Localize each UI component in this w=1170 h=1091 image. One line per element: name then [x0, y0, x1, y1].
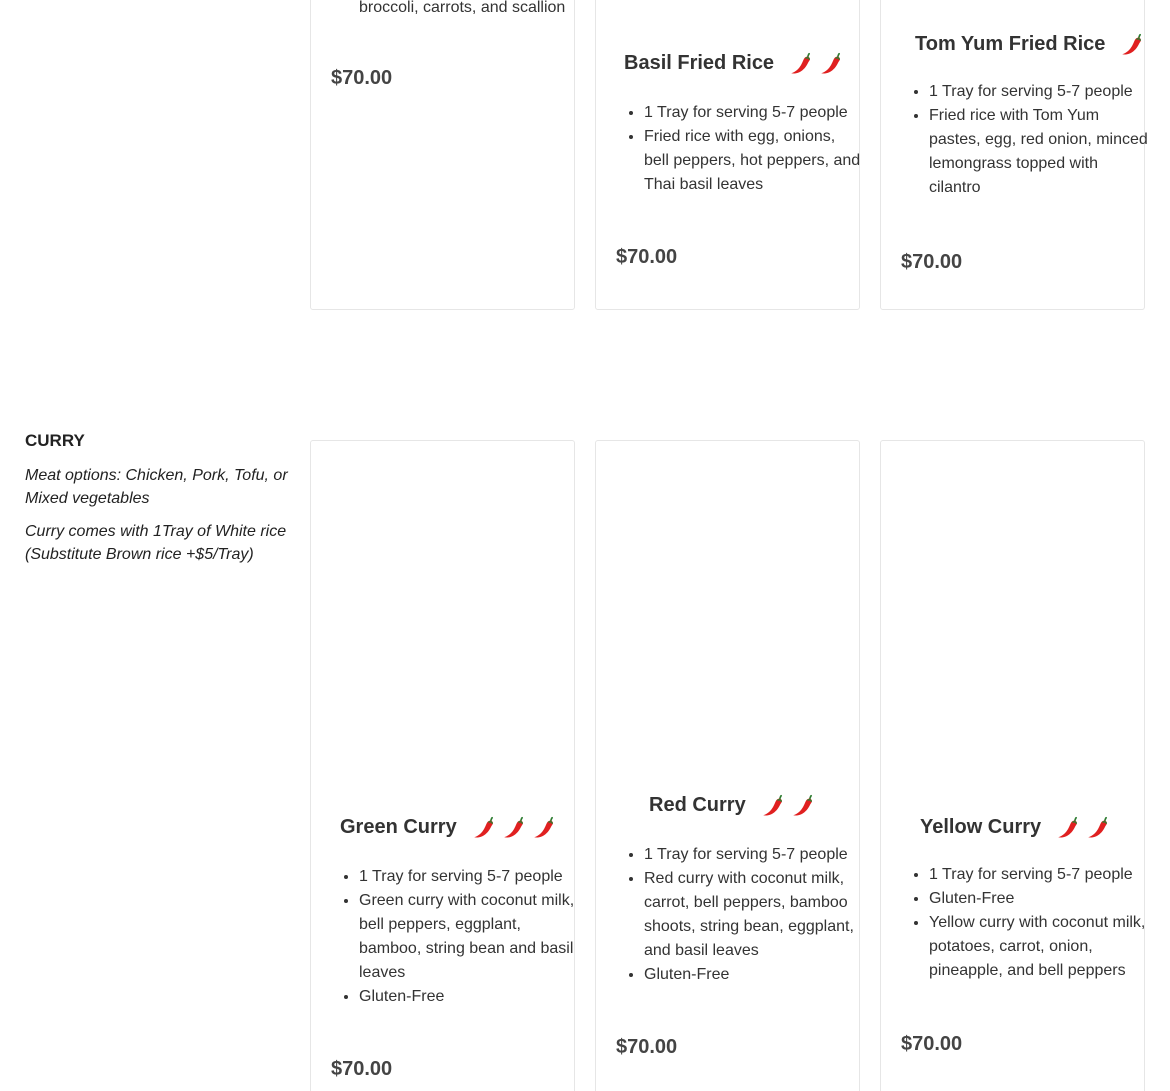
chili-pepper-icon — [1085, 814, 1111, 840]
item-detail: • Gluten-Free — [644, 963, 864, 987]
chili-pepper-icon — [788, 50, 814, 76]
item-detail: • Fried rice with Tom Yum pastes, egg, red onion, minced lemongrass topped with cilantro — [929, 104, 1149, 200]
item-price: $70.00 — [331, 67, 393, 89]
item-title — [915, 31, 1145, 57]
menu-card-fried-rice-1 — [310, 0, 575, 310]
item-price: $70.00 — [331, 1058, 393, 1080]
section-note-meat-options: Meat options: Chicken, Pork, Tofu, or Mixed vegetables — [25, 467, 288, 507]
chili-pepper-icon — [760, 792, 786, 818]
item-details — [911, 80, 1149, 200]
item-detail: • Gluten-Free — [359, 985, 579, 1009]
item-detail: • 1 Tray for serving 5-7 people — [929, 863, 1149, 887]
item-description-partial: broccoli, carrots, and scallion — [359, 0, 566, 16]
item-price: $70.00 — [901, 251, 963, 273]
spice-level — [1111, 31, 1145, 57]
spice-level — [780, 50, 844, 76]
spice-level — [752, 792, 816, 818]
item-title — [340, 814, 557, 840]
menu-card-yellow-curry — [880, 440, 1145, 1091]
menu-card-red-curry — [595, 440, 860, 1091]
chili-pepper-icon — [531, 814, 557, 840]
chili-pepper-icon — [501, 814, 527, 840]
spice-level — [463, 814, 557, 840]
item-price: $70.00 — [616, 246, 678, 268]
item-detail: • Yellow curry with coconut milk, potatoes, carrot, onion, pineapple, and bell peppers — [929, 911, 1149, 983]
spice-level — [1047, 814, 1111, 840]
item-detail: • Red curry with coconut milk, carrot, bell peppers, bamboo shoots, string bean, eggplant, and basil leaves — [644, 867, 864, 963]
item-title-text: Tom Yum Fried Rice — [915, 32, 1106, 55]
chili-pepper-icon — [1119, 31, 1145, 57]
item-title — [649, 792, 816, 818]
item-detail: • 1 Tray for serving 5-7 people — [359, 865, 579, 889]
item-price: $70.00 — [616, 1036, 678, 1058]
item-detail: • Fried rice with egg, onions, bell peppers, hot peppers, and Thai basil leaves — [644, 125, 864, 197]
item-details — [911, 863, 1149, 983]
chili-pepper-icon — [818, 50, 844, 76]
chili-pepper-icon — [790, 792, 816, 818]
section-note-rice: Curry comes with 1Tray of White rice (Substitute Brown rice +$5/Tray) — [25, 523, 287, 563]
item-title-text: Red Curry — [649, 793, 746, 816]
chili-pepper-icon — [471, 814, 497, 840]
item-detail: • Gluten-Free — [929, 887, 1149, 911]
item-title-text: Basil Fried Rice — [624, 51, 775, 74]
item-detail: • 1 Tray for serving 5-7 people — [929, 80, 1149, 104]
item-detail: • 1 Tray for serving 5-7 people — [644, 101, 864, 125]
item-detail: • Green curry with coconut milk, bell peppers, eggplant, bamboo, string bean and basil leaves — [359, 889, 579, 985]
item-title — [920, 814, 1111, 840]
item-details — [626, 101, 864, 197]
chili-pepper-icon — [1055, 814, 1081, 840]
item-title-text: Yellow Curry — [920, 815, 1042, 838]
item-title — [624, 50, 844, 76]
section-heading-curry: CURRY — [25, 431, 85, 450]
item-price: $70.00 — [901, 1033, 963, 1055]
item-title-text: Green Curry — [340, 815, 457, 838]
item-details — [341, 865, 579, 1009]
item-detail: • 1 Tray for serving 5-7 people — [644, 843, 864, 867]
item-details — [626, 843, 864, 987]
